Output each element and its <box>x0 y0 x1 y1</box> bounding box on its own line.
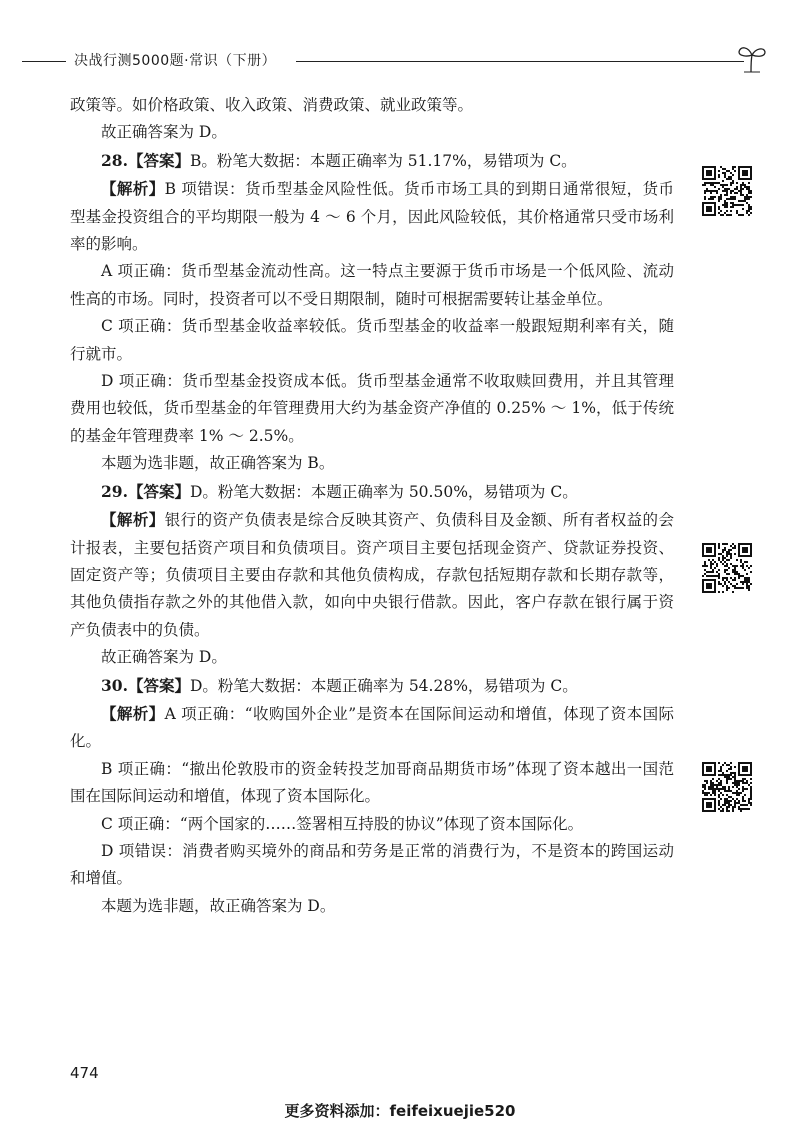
paragraph-text: D 项错误：消费者购买境外的商品和劳务是正常的消费行为，不是资本的跨国运动和增值。 <box>70 841 674 888</box>
paragraph-text: 银行的资产负债表是综合反映其资产、负债科目及金额、所有者权益的会计报表，主要包括资产项目和负债项目。资产项目主要包括现金资产、贷款证券投资、固定资产等；负债项目主要由存款和其他负债构成，存款包括短期存款和长期存款等，其他负债指存款之外的其他借入款，如向中央银行借款。因此，客户存款在银行属于资产负债表中的负债。 <box>70 511 674 639</box>
paragraph <box>70 92 674 119</box>
paragraph-label: 28.【答案】 <box>101 150 190 170</box>
paragraph <box>70 147 674 175</box>
paragraph <box>70 644 674 671</box>
paragraph <box>70 119 674 146</box>
paragraph-label: 【解析】 <box>101 179 165 199</box>
sprout-icon <box>734 40 768 74</box>
header-title: 决战行测5000题·常识（下册） <box>74 53 277 69</box>
paragraph <box>70 450 674 477</box>
paragraph <box>70 175 674 258</box>
paragraph <box>70 368 674 450</box>
paragraph-label: 30.【答案】 <box>101 675 190 695</box>
header-rule-right <box>296 61 744 62</box>
paragraph-text: D 项正确：货币型基金投资成本低。货币型基金通常不收取赎回费用，并且其管理费用也较低，货币型基金的年管理费用大约为基金资产净值的 0.25% ～ 1%，低于传统的基金年管理费率 1% ～ 2.5%。 <box>70 372 674 445</box>
paragraph <box>70 838 674 893</box>
paragraph-label: 【解析】 <box>101 703 165 723</box>
paragraph-text: 政策等。如价格政策、收入政策、消费政策、就业政策等。 <box>70 96 474 114</box>
paragraph-text: D。粉笔大数据：本题正确率为 50.50%，易错项为 C。 <box>189 482 578 501</box>
paragraph <box>70 811 674 838</box>
paragraph-text: 故正确答案为 D。 <box>101 123 227 142</box>
paragraph-text: B 项正确：“撤出伦敦股市的资金转投芝加哥商品期货市场”体现了资本越出一国范围在国际间运动和增值，体现了资本国际化。 <box>70 759 674 806</box>
paragraph <box>70 506 674 644</box>
answer-explanations <box>70 92 674 920</box>
paragraph-label: 29.【答案】 <box>101 481 190 501</box>
paragraph <box>70 478 674 506</box>
qr-code-icon <box>702 543 752 593</box>
qr-code-icon <box>702 762 752 812</box>
paragraph <box>70 893 674 920</box>
paragraph-text: A 项正确：“收购国外企业”是资本在国际间运动和增值，体现了资本国际化。 <box>70 704 674 751</box>
paragraph-label: 【解析】 <box>101 510 165 530</box>
paragraph-text: A 项正确：货币型基金流动性高。这一特点主要源于货币市场是一个低风险、流动性高的市场。同时，投资者可以不受日期限制，随时可根据需要转让基金单位。 <box>70 262 674 308</box>
qr-code-icon <box>702 166 752 216</box>
paragraph-text: C 项正确：货币型基金收益率较低。货币型基金的收益率一般跟短期利率有关，随行就市。 <box>70 317 674 363</box>
paragraph-text: B 项错误：货币型基金风险性低。货币市场工具的到期日通常很短，货币型基金投资组合的平均期限一般为 4 ～ 6 个月，因此风险较低，其价格通常只受市场利率的影响。 <box>70 180 674 254</box>
paragraph-text: B。粉笔大数据：本题正确率为 51.17%，易错项为 C。 <box>189 151 577 170</box>
paragraph-text: D。粉笔大数据：本题正确率为 54.28%，易错项为 C。 <box>189 676 578 695</box>
qr-code-q28[interactable] <box>702 166 752 216</box>
paragraph-text: 本题为选非题，故正确答案为 D。 <box>101 896 336 915</box>
paragraph <box>70 672 674 700</box>
paragraph <box>70 258 674 313</box>
paragraph <box>70 700 674 756</box>
running-header <box>0 50 800 74</box>
qr-code-q29[interactable] <box>702 543 752 593</box>
paragraph-text: 本题为选非题，故正确答案为 B。 <box>101 454 335 473</box>
paragraph <box>70 313 674 368</box>
paragraph <box>70 756 674 811</box>
footer-note: 更多资料添加：feifeixuejie520 <box>284 1102 516 1120</box>
page-number: 474 <box>70 1064 99 1082</box>
header-rule-left <box>22 61 66 62</box>
paragraph-text: 故正确答案为 D。 <box>101 648 227 667</box>
paragraph-text: C 项正确：“两个国家的……签署相互持股的协议”体现了资本国际化。 <box>101 814 584 833</box>
qr-code-q30[interactable] <box>702 762 752 812</box>
